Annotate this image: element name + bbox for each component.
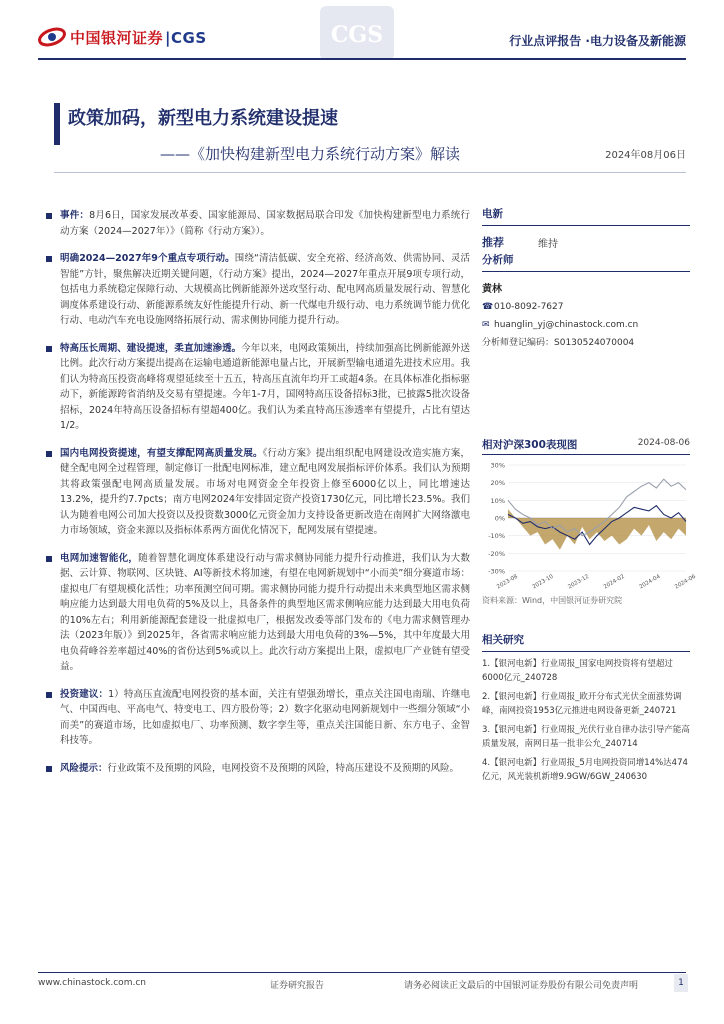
rating-value: 维持: [538, 239, 558, 250]
chart-series-area: [508, 509, 686, 550]
analyst-license: 分析师登记编码：S0130524070004: [482, 338, 635, 348]
chart-y-tick-label: 30%: [490, 461, 505, 470]
paragraph-event: 事件：8月6日，国家发展改革委、国家能源局、国家数据局联合印发《加快构建新型电力系统行动方案（2024—2027年）》（简称《行动方案》）。: [46, 208, 470, 239]
related-research-item[interactable]: 3.【银河电新】行业周报_光伏行业自律办法引导产能高质量发展，南网日基一批非公允_240714: [482, 725, 690, 749]
chart-x-tick-label: 2023-10: [531, 573, 555, 591]
performance-chart: [482, 459, 697, 591]
title-accent-bar: [54, 103, 60, 145]
chart-y-tick-label: 0%: [494, 514, 505, 523]
rating-label: 推荐: [482, 236, 504, 249]
related-research-item[interactable]: 2.【银河电新】行业周报_欧开分布式光伏全面涨势调峰，南网投资1953亿元推进电网设备更新_240721: [482, 692, 682, 716]
title-divider: [54, 172, 686, 173]
bullet-icon: [46, 213, 52, 219]
footer-disclaimer: 请务必阅读正文最后的中国银河证券股份有限公司免责声明: [404, 981, 639, 991]
footer-divider: [38, 972, 686, 973]
paragraph-grid-investment: 国内电网投资提速，有望支撑配网高质量发展。《行动方案》提出组织配电网建设改造实施方案，健全配电网全过程管理，制定修订一批配电网标准，建立配电网发展指标评价体系。我们认为预期其将政策强配电网高质量发展。市场对电网资金全年投资上修至6000亿以上，同比增速达13.2%，提升约7.7pcts；南方电网2024年安排固定资产投资1730亿元，同比增长23.5%。我们认为随着电网公司加大投资以及投资数3000亿元资金加力支持设备更新改造在南网扩大网络激电力市场领域，资金来源以及指标体系两方面优化情况下，配网发展有望提速。: [46, 446, 470, 539]
sector-heading: 电新: [482, 206, 690, 226]
galaxy-logo-icon: [38, 26, 66, 48]
bullet-icon: [46, 346, 52, 352]
chart-x-tick-label: 2024-04: [638, 573, 662, 591]
paragraph-smart-grid: 电网加速智能化，随着智慧化调度体系建设行动与需求侧协同能力提升行动推进，我们认为大数据、云计算、物联网、区块链、AI等新技术将加速，有望在电网新规划中“小而美”细分赛道市场：虚拟电厂有望规模化活性；功率预测空间可期。需求侧协同能力提升行动提出未来典型地区需求侧响应能力达到最大用电负荷的5%及以上，具备条件的典型地区需求侧响应能力达到最大用电负荷的10%左右；利用新能源配套建设一批虚拟电厂，根据发改委等部门发布的《电力需求侧管理办法（2023年版）》到2025年，各省需求响应能力达到最大用电负荷的3%—5%，其中年度最大用电负荷峰谷差率超过40%的省份达到5%或以上。此次行动方案提出上限，虚拟电厂产业链有望受益。: [46, 551, 470, 675]
report-body: [46, 208, 470, 788]
bullet-icon: [46, 692, 52, 698]
svg-text:CGS: CGS: [330, 22, 384, 48]
cgs-watermark-icon: [318, 4, 396, 62]
phone-icon: ☎: [482, 302, 494, 312]
chart-y-tick-label: -30%: [488, 567, 505, 576]
brand-logo-text: 中国银河证券 |CGS: [70, 29, 207, 47]
paragraph-risk: 风险提示：行业政策不及预期的风险，电网投资不及预期的风险，特高压建设不及预期的风险。: [46, 761, 470, 777]
chart-y-tick-label: 10%: [490, 496, 505, 505]
bullet-icon: [46, 766, 52, 772]
analyst-name: 黄林: [482, 284, 502, 295]
email-icon: ✉: [482, 320, 490, 330]
bullet-icon: [46, 451, 52, 457]
analyst-email[interactable]: ✉ huanglin_yj@chinastock.com.cn: [482, 320, 639, 330]
page-subtitle: ——《加快构建新型电力系统行动方案》解读: [160, 145, 461, 163]
chart-date: 2024-08-06: [637, 438, 690, 448]
header-divider: [38, 58, 686, 60]
chart-source: 资料来源：Wind，中国银河证券研究院: [482, 596, 623, 605]
related-research-heading: 相关研究: [482, 632, 690, 652]
paragraph-investment-advice: 投资建议：1）特高压直流配电网投资的基本面，关注有望强劲增长，重点关注国电南瑞、许继电气、中国西电、平高电气、特变电工、四方股份等；2）数字化驱动电网新规划中一些细分领域“小而美”的赛道市场，比如虚拟电厂、功率预测、数字孪生等，重点关注国能日新、东方电子、金智科技等。: [46, 687, 470, 749]
chart-x-tick-label: 2024-02: [602, 573, 626, 591]
report-date: 2024年08月06日: [605, 150, 686, 161]
paragraph-uhv: 特高压长周期、建设提速，柔直加速渗透。今年以来，电网政策频出，持续加强高比例新能源外送比例。此次行动方案提出提高在运输电通道新能源电量占比，开展新型输电通道先进技术应用。我们认为特高压投资高峰将观望延续至十五五，特高压直流年均开工或超4条。在具体标准化指标驱动下，新能源跨省消纳及交易有望提速。今年1-7月，国网特高压设备招标3批，已披露5批次设备招标，2024年特高压设备招标有望超400亿。我们认为柔直特高压渗透率有望提升，占比有望达1/2。: [46, 341, 470, 434]
chart-x-tick-label: 2023-12: [567, 573, 591, 591]
chart-x-tick-label: 2024-06: [674, 573, 697, 591]
page-header: [0, 0, 724, 64]
related-research-item[interactable]: 4.【银河电新】行业周报_5月电网投资同增14%达474亿元，风光装机新增9.9GW/6GW_240630: [482, 758, 688, 782]
rating-row: [482, 226, 690, 252]
chart-y-tick-label: 20%: [490, 479, 505, 488]
bullet-icon: [46, 256, 52, 262]
bullet-icon: [46, 556, 52, 562]
footer-doc-type: 证券研究报告: [270, 981, 325, 991]
report-type-label: 行业点评报告 ·电力设备及新能源: [509, 34, 686, 48]
analyst-phone: ☎010-8092-7627: [482, 302, 564, 312]
footer-website[interactable]: www.chinastock.com.cn: [38, 978, 146, 988]
page-number: 1: [674, 974, 688, 992]
chart-y-tick-label: -10%: [488, 532, 505, 541]
chart-x-tick-label: 2023-08: [496, 573, 519, 591]
performance-chart-svg: [482, 459, 697, 591]
related-research-item[interactable]: 1.【银河电新】行业周报_国家电网投资将有望超过6000亿元_240728: [482, 659, 673, 683]
page-title: 政策加码，新型电力系统建设提速: [68, 108, 338, 129]
chart-y-tick-label: -20%: [488, 549, 505, 558]
chart-heading: 相对沪深300表现图 2024-08-06: [482, 437, 690, 455]
sidebar: [482, 206, 697, 784]
analyst-heading: 分析师: [482, 252, 690, 272]
paragraph-actions: 明确2024—2027年9个重点专项行动。围绕“清洁低碳、安全充裕、经济高效、供需协同、灵活智能”方针，聚焦解决近期关键问题，《行动方案》提出，2024—2027年重点开展9项专项行动，包括电力系统稳定保障行动、大规模高比例新能源外送攻坚行动、配电网高质量发展行动、智慧化调度体系建设行动、新能源系统友好性能提升行动、新一代煤电升级行动、电力系统调节能力优化行动、电动汽车充电设施网络拓展行动、需求侧协同能力提升行动。: [46, 251, 470, 329]
